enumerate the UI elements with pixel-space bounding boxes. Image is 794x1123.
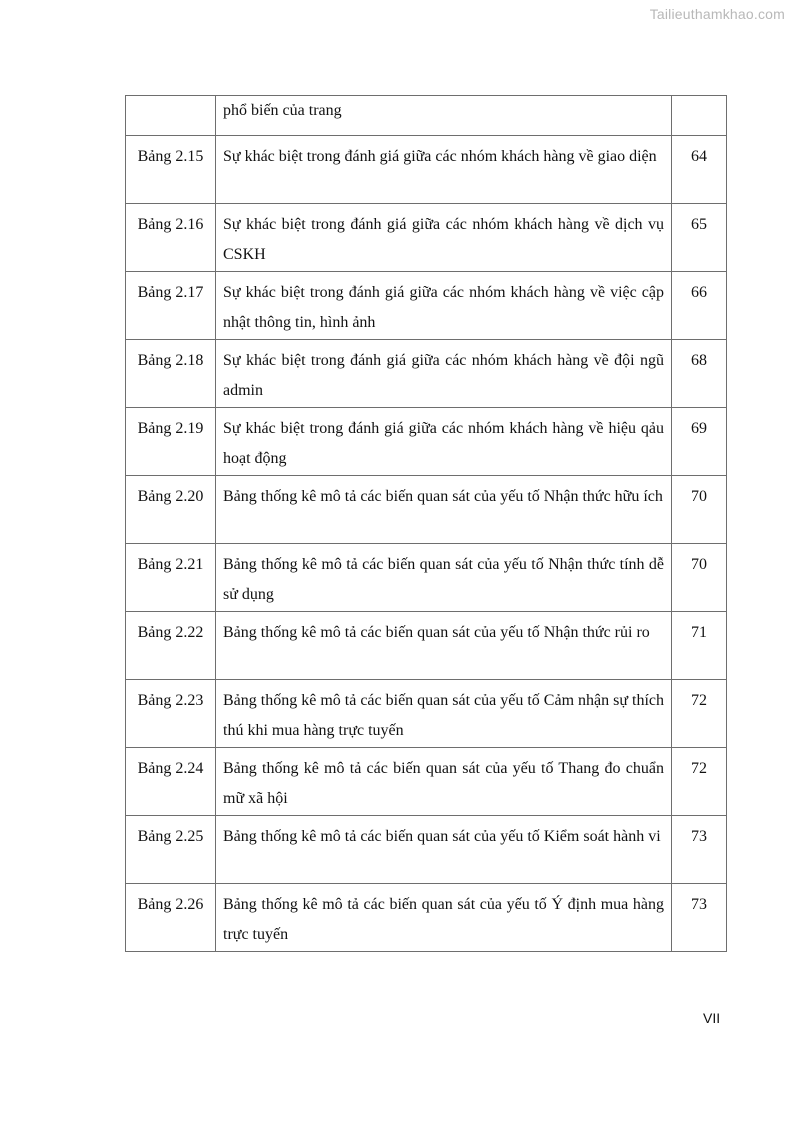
table-row [126,612,727,680]
list-of-tables [125,95,727,952]
table-row [126,204,727,272]
table-page-cell: 70 [672,544,727,612]
table-page-cell: 70 [672,476,727,544]
table-page-cell: 73 [672,816,727,884]
table-label-cell: Bảng 2.20 [126,476,216,544]
watermark-text: Tailieuthamkhao.com [649,6,785,22]
table-page-cell: 72 [672,748,727,816]
table-label-cell: Bảng 2.19 [126,408,216,476]
table-page-cell: 69 [672,408,727,476]
table-label-cell: Bảng 2.26 [126,884,216,952]
table-title-cell: Sự khác biệt trong đánh giá giữa các nhóm khách hàng về dịch vụ CSKH [216,204,672,272]
table-row [126,136,727,204]
table-title-cell: Sự khác biệt trong đánh giá giữa các nhóm khách hàng về hiệu qảu hoạt động [216,408,672,476]
table-title-cell: Bảng thống kê mô tả các biến quan sát của yếu tố Nhận thức rủi ro [216,612,672,680]
table-page-cell [672,96,727,136]
table-row [126,884,727,952]
table-title-cell: Bảng thống kê mô tả các biến quan sát của yếu tố Ý định mua hàng trực tuyến [216,884,672,952]
table-title-cell: phổ biến của trang [216,96,672,136]
table-title-cell: Sự khác biệt trong đánh giá giữa các nhóm khách hàng về việc cập nhật thông tin, hình ảnh [216,272,672,340]
table-label-cell: Bảng 2.25 [126,816,216,884]
table-page-cell: 64 [672,136,727,204]
table-row [126,272,727,340]
table-label-cell: Bảng 2.21 [126,544,216,612]
table-row [126,680,727,748]
table-label-cell: Bảng 2.16 [126,204,216,272]
table-row [126,748,727,816]
table-label-cell: Bảng 2.24 [126,748,216,816]
table-page-cell: 65 [672,204,727,272]
table-title-cell: Bảng thống kê mô tả các biến quan sát của yếu tố Nhận thức hữu ích [216,476,672,544]
table-title-cell: Bảng thống kê mô tả các biến quan sát của yếu tố Nhận thức tính dễ sử dụng [216,544,672,612]
table-label-cell: Bảng 2.15 [126,136,216,204]
table-page-cell: 72 [672,680,727,748]
table-page-cell: 66 [672,272,727,340]
table-label-cell: Bảng 2.23 [126,680,216,748]
table-title-cell: Bảng thống kê mô tả các biến quan sát của yếu tố Kiểm soát hành vi [216,816,672,884]
table-row [126,340,727,408]
table-label-cell: Bảng 2.17 [126,272,216,340]
table-title-cell: Bảng thống kê mô tả các biến quan sát của yếu tố Cảm nhận sự thích thú khi mua hàng trực tuyến [216,680,672,748]
table-label-cell: Bảng 2.18 [126,340,216,408]
page-number: VII [703,1010,721,1026]
table-label-cell [126,96,216,136]
table-page-cell: 68 [672,340,727,408]
table-page-cell: 73 [672,884,727,952]
table-title-cell: Bảng thống kê mô tả các biến quan sát của yếu tố Thang đo chuẩn mữ xã hội [216,748,672,816]
table-title-cell: Sự khác biệt trong đánh giá giữa các nhóm khách hàng về giao diện [216,136,672,204]
table-row [126,476,727,544]
table-row [126,408,727,476]
table-row [126,544,727,612]
table-row [126,816,727,884]
table-row [126,96,727,136]
table-title-cell: Sự khác biệt trong đánh giá giữa các nhóm khách hàng về đội ngũ admin [216,340,672,408]
table-page-cell: 71 [672,612,727,680]
table-label-cell: Bảng 2.22 [126,612,216,680]
